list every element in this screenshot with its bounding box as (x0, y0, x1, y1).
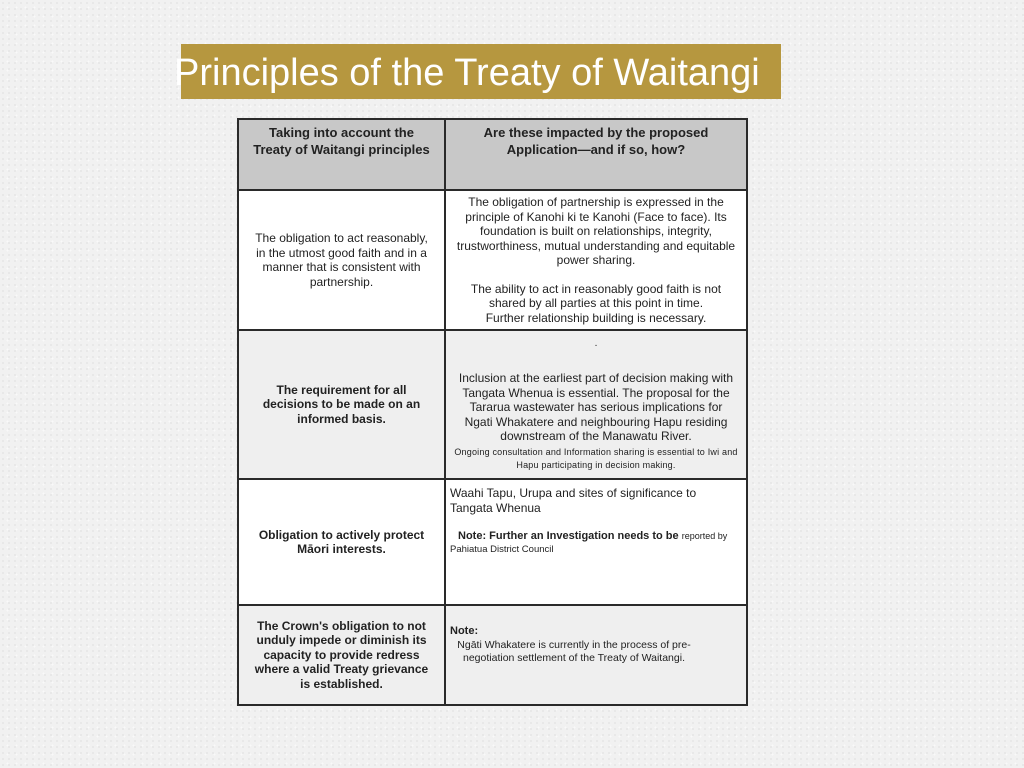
principle-text: The obligation to act reasonably, in the utmost good faith and in a manner that is consistent with partnership. (255, 231, 428, 289)
impact-text: Further relationship building is necessary. (485, 310, 707, 325)
impact-cell (446, 191, 748, 329)
impact-text: Inclusion at the earliest part of decision making with Tangata Whenua is essential. The proposal for the Tararua wastewater has serious implications for Ngati Whakatere and neighbouring Hapu residing downstream of the Manawatu River. (458, 371, 734, 443)
principle-cell (237, 331, 446, 478)
impact-text: The ability to act in reasonably good faith is not shared by all parties at this point in time. (470, 281, 722, 310)
impact-text: Waahi Tapu, Urupa and sites of significance to Tangata Whenua (450, 486, 697, 515)
header-right-cell (446, 120, 748, 189)
table-header-row (237, 118, 748, 191)
table-row (237, 191, 748, 331)
impact-text: The obligation of partnership is expressed in the principle of Kanohi ki te Kanohi (Face to face). Its foundation is built on relationships, integrity, trustworthiness, mutual understanding and equitable power sharing. (456, 195, 736, 267)
principle-text: The Crown's obligation to not unduly impede or diminish its capacity to provide redress where a valid Treaty grievance is established. (254, 618, 429, 691)
impact-cell (446, 606, 748, 704)
principle-cell (237, 480, 446, 604)
impact-cell (446, 480, 748, 604)
note-text: Ngāti Whakatere is currently in the process of pre-negotiation settlement of the Treaty of Waitangi. (457, 638, 691, 664)
table-row (237, 480, 748, 606)
principle-cell (237, 191, 446, 329)
dot-mark: . (594, 338, 598, 349)
principle-cell (237, 606, 446, 704)
header-left-text: Taking into account the Treaty of Waitangi principles (253, 125, 430, 157)
impact-note: Ongoing consultation and Information sharing is essential to Iwi and Hapu participating in decision making. (454, 446, 738, 470)
principle-text: Obligation to actively protect Māori interests. (258, 527, 425, 556)
table-row (237, 331, 748, 480)
note-small: reported by (681, 531, 728, 541)
page-title: Principles of the Treaty of Waitangi (174, 52, 760, 94)
note-bold: Note: Further an Investigation needs to be (458, 530, 679, 542)
note-label: Note: (450, 625, 479, 637)
header-right-text: Are these impacted by the proposed Application—and if so, how? (483, 125, 709, 157)
council-text: Pahiatua District Council (450, 543, 554, 555)
treaty-table (237, 118, 748, 706)
table-row (237, 606, 748, 706)
principle-text: The requirement for all decisions to be made on an informed basis. (262, 382, 421, 426)
note-line (450, 529, 738, 544)
impact-cell (446, 331, 748, 478)
header-left-cell (237, 120, 446, 189)
